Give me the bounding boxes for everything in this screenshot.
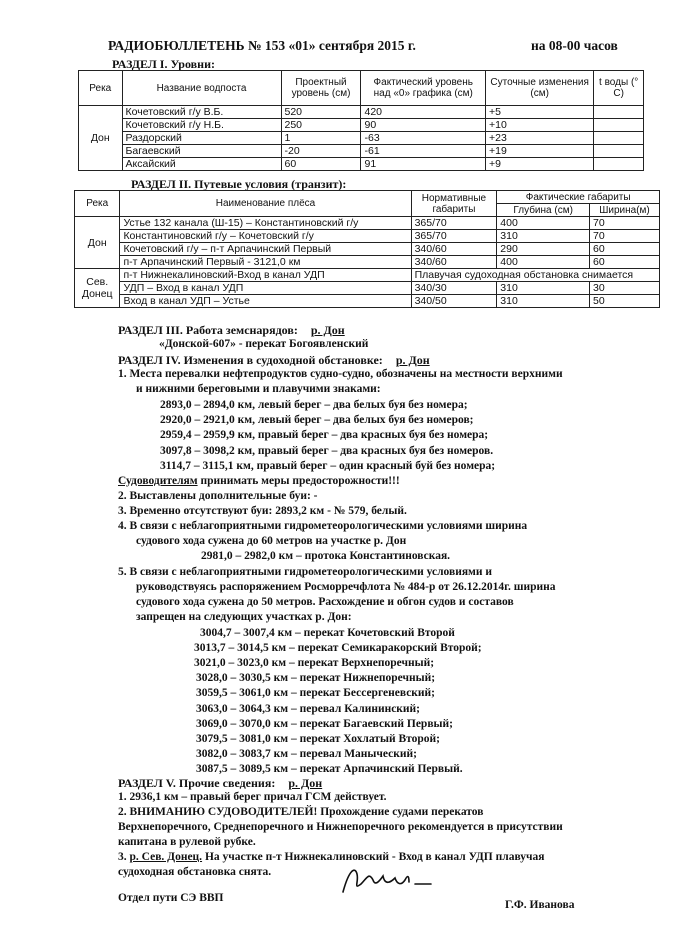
p4-1-item: 3097,8 – 3098,2 км, правый берег – два красных буя без номеров. <box>160 445 494 457</box>
levels-temp <box>594 145 644 158</box>
p4-5-line2: руководствуясь распоряжением Росморречфлота № 484-р от 26.12.2014г. ширина <box>136 581 556 593</box>
p4-1-warning <box>118 475 400 487</box>
transit-norm: 340/60 <box>411 243 497 256</box>
p4-1-line2: и нижними береговыми и плавучими знаками: <box>136 383 381 395</box>
levels-col-actual: Фактический уровень над «0» графика (см) <box>361 71 486 106</box>
transit-name: п-т Нижнекалиновский-Вход в канал УДП <box>120 269 411 282</box>
levels-actual: 91 <box>361 158 486 171</box>
transit-name: п-т Арпачинский Первый - 3121,0 км <box>120 256 411 269</box>
levels-project: 1 <box>281 132 361 145</box>
table-row <box>79 145 644 158</box>
levels-col-change: Суточные изменения (см) <box>486 71 594 106</box>
transit-name: Вход в канал УДП – Устье <box>120 295 411 308</box>
transit-note: Плавучая судоходная обстановка снимается <box>411 269 659 282</box>
transit-width: 30 <box>590 282 660 295</box>
transit-col-actual: Фактические габариты <box>497 191 660 204</box>
levels-col-temp: t воды (° С) <box>594 71 644 106</box>
levels-table <box>78 70 644 171</box>
table-row <box>75 295 660 308</box>
p4-5-line4: запрещен на следующих участках р. Дон: <box>136 611 352 623</box>
section2-heading: РАЗДЕЛ II. Путевые условия (транзит): <box>131 177 347 191</box>
p4-5-item: 3028,0 – 3030,5 км – перекат Нижнепоречный; <box>196 672 436 684</box>
p5-3-rest: На участке п-т Нижнекалиновский - Вход в канал УДП плавучая <box>202 851 545 863</box>
table-row <box>79 158 644 171</box>
p4-5-line1: 5. В связи с неблагоприятными гидрометеорологическими условиями и <box>118 566 493 578</box>
section5-heading-line <box>118 776 322 791</box>
transit-river-don: Дон <box>75 217 120 269</box>
warning-rest: принимать меры предосторожности!!! <box>197 475 400 487</box>
p4-4-line3: 2981,0 – 2982,0 км – протока Константиновская. <box>201 550 451 562</box>
table-row <box>79 106 644 119</box>
title-text: РАДИОБЮЛЛЕТЕНЬ № 153 «01» сентября 2015 г. <box>108 38 416 53</box>
transit-norm: 340/50 <box>411 295 497 308</box>
transit-depth: 400 <box>497 217 590 230</box>
bulletin-title <box>108 38 618 54</box>
transit-river-sev: Сев. Донец <box>75 269 120 308</box>
transit-depth: 400 <box>497 256 590 269</box>
transit-depth: 310 <box>497 282 590 295</box>
warning-underlined: Судоводителям <box>118 475 198 487</box>
levels-actual: 90 <box>361 119 486 132</box>
section4-river: р. Дон <box>395 353 430 367</box>
transit-width: 70 <box>590 230 660 243</box>
levels-col-name: Название водпоста <box>122 71 281 106</box>
transit-col-depth: Глубина (см) <box>497 204 590 217</box>
p5-1: 1. 2936,1 км – правый берег причал ГСМ действует. <box>118 791 387 803</box>
levels-project: -20 <box>281 145 361 158</box>
p4-2: 2. Выставлены дополнительные буи: - <box>118 490 318 502</box>
levels-temp <box>594 158 644 171</box>
table-row <box>75 243 660 256</box>
transit-width: 60 <box>590 243 660 256</box>
p5-2-line1: 2. ВНИМАНИЮ СУДОВОДИТЕЛЕЙ! Прохождение судами перекатов <box>118 806 484 818</box>
section1-heading: РАЗДЕЛ I. Уровни: <box>112 57 215 71</box>
p4-4-line2: судового хода сужена до 60 метров на участке р. Дон <box>136 535 407 547</box>
table-row <box>75 282 660 295</box>
section3-heading-line <box>118 323 345 338</box>
transit-name: УДП – Вход в канал УДП <box>120 282 411 295</box>
levels-project: 250 <box>281 119 361 132</box>
p4-5-item: 3063,0 – 3064,3 км – перевал Калининский; <box>196 703 421 715</box>
footer-dept: Отдел пути СЭ ВВП <box>118 892 224 904</box>
levels-project: 60 <box>281 158 361 171</box>
p4-1-item: 2920,0 – 2921,0 км, левый берег – два белых буя без номеров; <box>160 414 474 426</box>
table-row <box>79 132 644 145</box>
handwritten-signature <box>335 860 445 900</box>
levels-change: +23 <box>486 132 594 145</box>
levels-change: +19 <box>486 145 594 158</box>
transit-name: Устье 132 канала (Ш-15) – Константиновский г/у <box>120 217 411 230</box>
levels-name: Кочетовский г/у Н.Б. <box>122 119 281 132</box>
p4-1-line1: 1. Места перевалки нефтепродуктов судно-судно, обозначены на местности верхними <box>118 368 563 380</box>
p4-5-item: 3079,5 – 3081,0 км – перекат Хохлатый Второй; <box>196 733 440 745</box>
p4-5-item: 3059,5 – 3061,0 км – перекат Бессергеневский; <box>196 687 436 699</box>
transit-col-river: Река <box>75 191 120 217</box>
p5-3-line2: судоходная обстановка снята. <box>118 866 272 878</box>
transit-name: Константиновский г/у – Кочетовский г/у <box>120 230 411 243</box>
footer-signer: Г.Ф. Иванова <box>505 899 575 911</box>
p4-5-line3: судового хода сужена до 50 метров. Расхождение и обгон судов и составов <box>136 596 514 608</box>
section5-river: р. Дон <box>288 776 323 790</box>
table-row <box>75 256 660 269</box>
levels-temp <box>594 132 644 145</box>
transit-norm: 340/30 <box>411 282 497 295</box>
levels-name: Кочетовский г/у В.Б. <box>122 106 281 119</box>
transit-col-norm: Нормативные габариты <box>411 191 497 217</box>
p5-2-line3: капитана в рулевой рубке. <box>118 836 256 848</box>
transit-col-name: Наименование плёса <box>120 191 411 217</box>
transit-norm: 340/60 <box>411 256 497 269</box>
transit-name: Кочетовский г/у – п-т Арпачинский Первый <box>120 243 411 256</box>
p4-5-item: 3082,0 – 3083,7 км – перевал Маныческий; <box>196 748 417 760</box>
transit-norm: 365/70 <box>411 230 497 243</box>
p4-1-item: 3114,7 – 3115,1 км, правый берег – один красный буй без номера; <box>160 460 496 472</box>
levels-change: +5 <box>486 106 594 119</box>
levels-temp <box>594 119 644 132</box>
p5-3-prefix: 3. <box>118 851 130 863</box>
levels-col-river: Река <box>79 71 123 106</box>
levels-actual: 420 <box>361 106 486 119</box>
transit-width: 50 <box>590 295 660 308</box>
p4-4-line1: 4. В связи с неблагоприятными гидрометеорологическими условиями ширина <box>118 520 528 532</box>
p4-5-item: 3069,0 – 3070,0 км – перекат Багаевский Первый; <box>196 718 453 730</box>
table-row <box>75 230 660 243</box>
section5-heading: РАЗДЕЛ V. Прочие сведения: <box>118 776 276 790</box>
p5-2-line2: Верхнепоречного, Среднепоречного и Нижнепоречного рекомендуется в присутствии <box>118 821 563 833</box>
table-row <box>75 217 660 230</box>
transit-width: 60 <box>590 256 660 269</box>
transit-depth: 310 <box>497 295 590 308</box>
levels-change: +9 <box>486 158 594 171</box>
transit-depth: 310 <box>497 230 590 243</box>
p4-5-item: 3013,7 – 3014,5 км – перекат Семикаракорский Второй; <box>194 642 482 654</box>
levels-temp <box>594 106 644 119</box>
section3-river: р. Дон <box>310 323 345 337</box>
p4-1-item: 2893,0 – 2894,0 км, левый берег – два белых буя без номера; <box>160 399 468 411</box>
title-time: на 08-00 часов <box>531 38 618 53</box>
levels-name: Аксайский <box>122 158 281 171</box>
table-row <box>79 119 644 132</box>
levels-col-project: Проектный уровень (см) <box>281 71 361 106</box>
section4-heading: РАЗДЕЛ IV. Изменения в судоходной обстановке: <box>118 353 383 367</box>
levels-actual: -61 <box>361 145 486 158</box>
p5-3-river: р. Сев. Донец. <box>129 851 203 863</box>
levels-project: 520 <box>281 106 361 119</box>
section4-heading-line <box>118 353 430 368</box>
section3-line: «Донской-607» - перекат Богоявленский <box>159 338 369 350</box>
transit-width: 70 <box>590 217 660 230</box>
levels-change: +10 <box>486 119 594 132</box>
p4-5-item: 3004,7 – 3007,4 км – перекат Кочетовский Второй <box>200 627 455 639</box>
levels-actual: -63 <box>361 132 486 145</box>
transit-depth: 290 <box>497 243 590 256</box>
transit-norm: 365/70 <box>411 217 497 230</box>
p4-3: 3. Временно отсутствуют буи: 2893,2 км - № 579, белый. <box>118 505 407 517</box>
p4-1-item: 2959,4 – 2959,9 км, правый берег – два красных буя без номера; <box>160 429 489 441</box>
transit-table <box>74 190 660 308</box>
levels-name: Раздорский <box>122 132 281 145</box>
table-row <box>75 269 660 282</box>
p4-5-item: 3021,0 – 3023,0 км – перекат Верхнепоречный; <box>194 657 435 669</box>
transit-col-width: Ширина(м) <box>590 204 660 217</box>
levels-river: Дон <box>79 106 123 171</box>
p4-5-item: 3087,5 – 3089,5 км – перекат Арпачинский Первый. <box>196 763 463 775</box>
section3-heading: РАЗДЕЛ III. Работа земснарядов: <box>118 323 298 337</box>
p5-3-line1 <box>118 851 544 863</box>
levels-name: Багаевский <box>122 145 281 158</box>
